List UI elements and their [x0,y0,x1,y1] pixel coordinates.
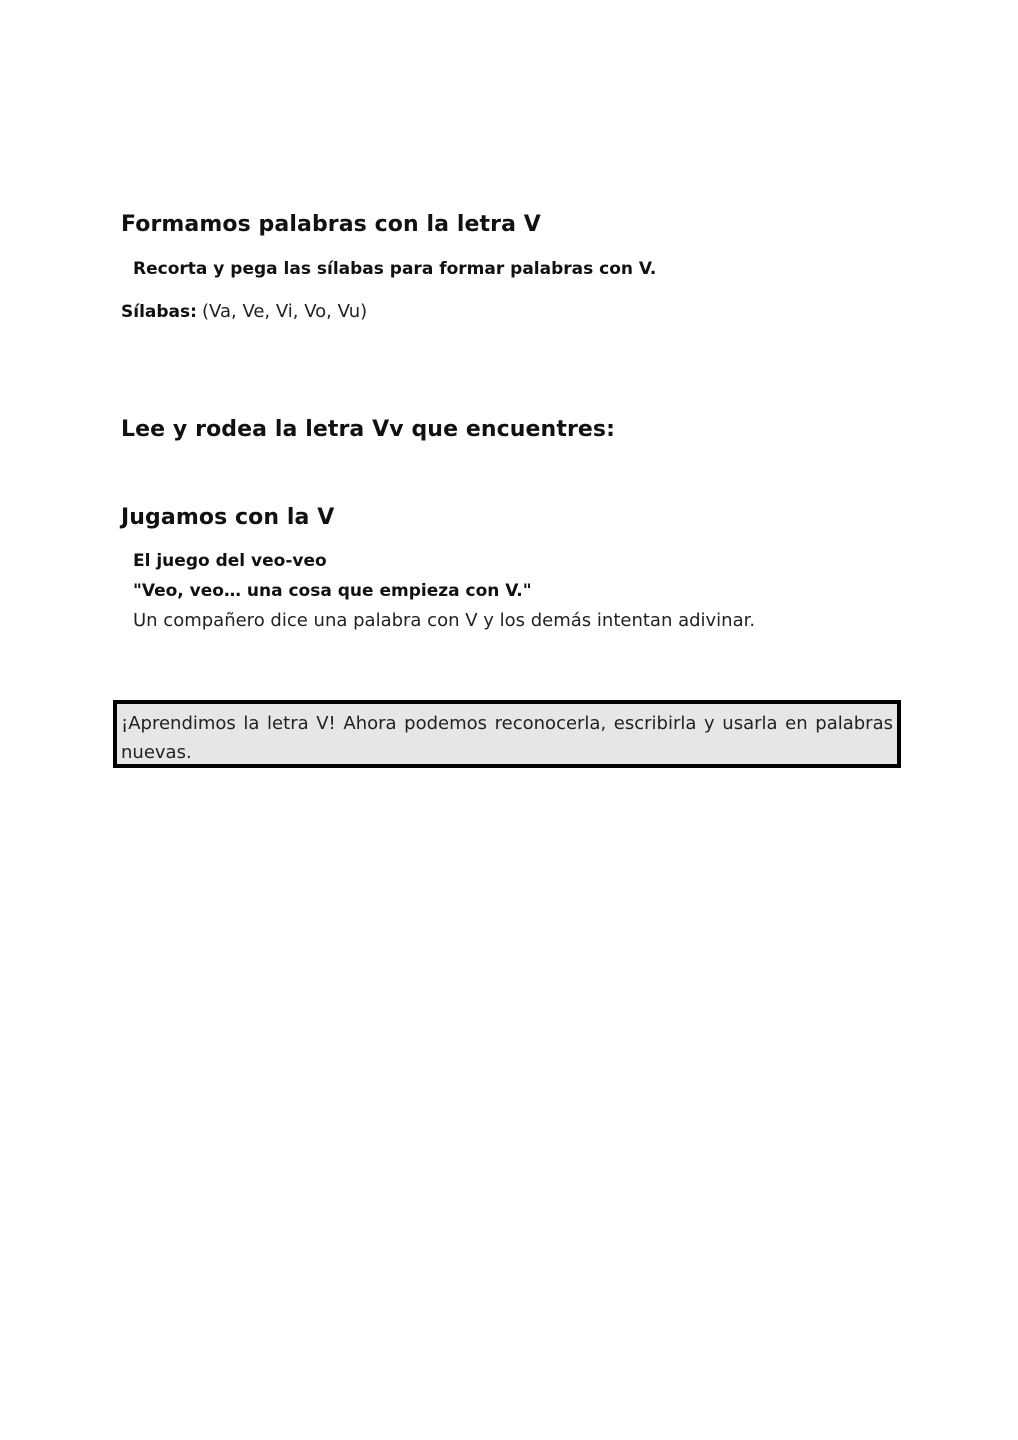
game-name: El juego del veo-veo [133,551,327,571]
summary-box [113,700,901,768]
syllables-line [121,301,367,322]
section-title-read-circle: Lee y rodea la letra Vv que encuentres: [121,417,616,442]
section-title-cut-paste: Formamos palabras con la letra V [121,212,541,237]
syllables-label: Sílabas: [121,302,197,322]
section-title-game: Jugamos con la V [121,505,335,530]
syllables-value: (Va, Ve, Vi, Vo, Vu) [202,301,368,322]
cut-paste-instruction: Recorta y pega las sílabas para formar palabras con V. [133,259,657,279]
summary-text: ¡Aprendimos la letra V! Ahora podemos reconocerla, escribirla y usarla en palabras nuevas. [121,713,893,763]
game-quote: "Veo, veo… una cosa que empieza con V." [133,581,532,601]
game-description: Un compañero dice una palabra con V y los demás intentan adivinar. [133,610,756,631]
